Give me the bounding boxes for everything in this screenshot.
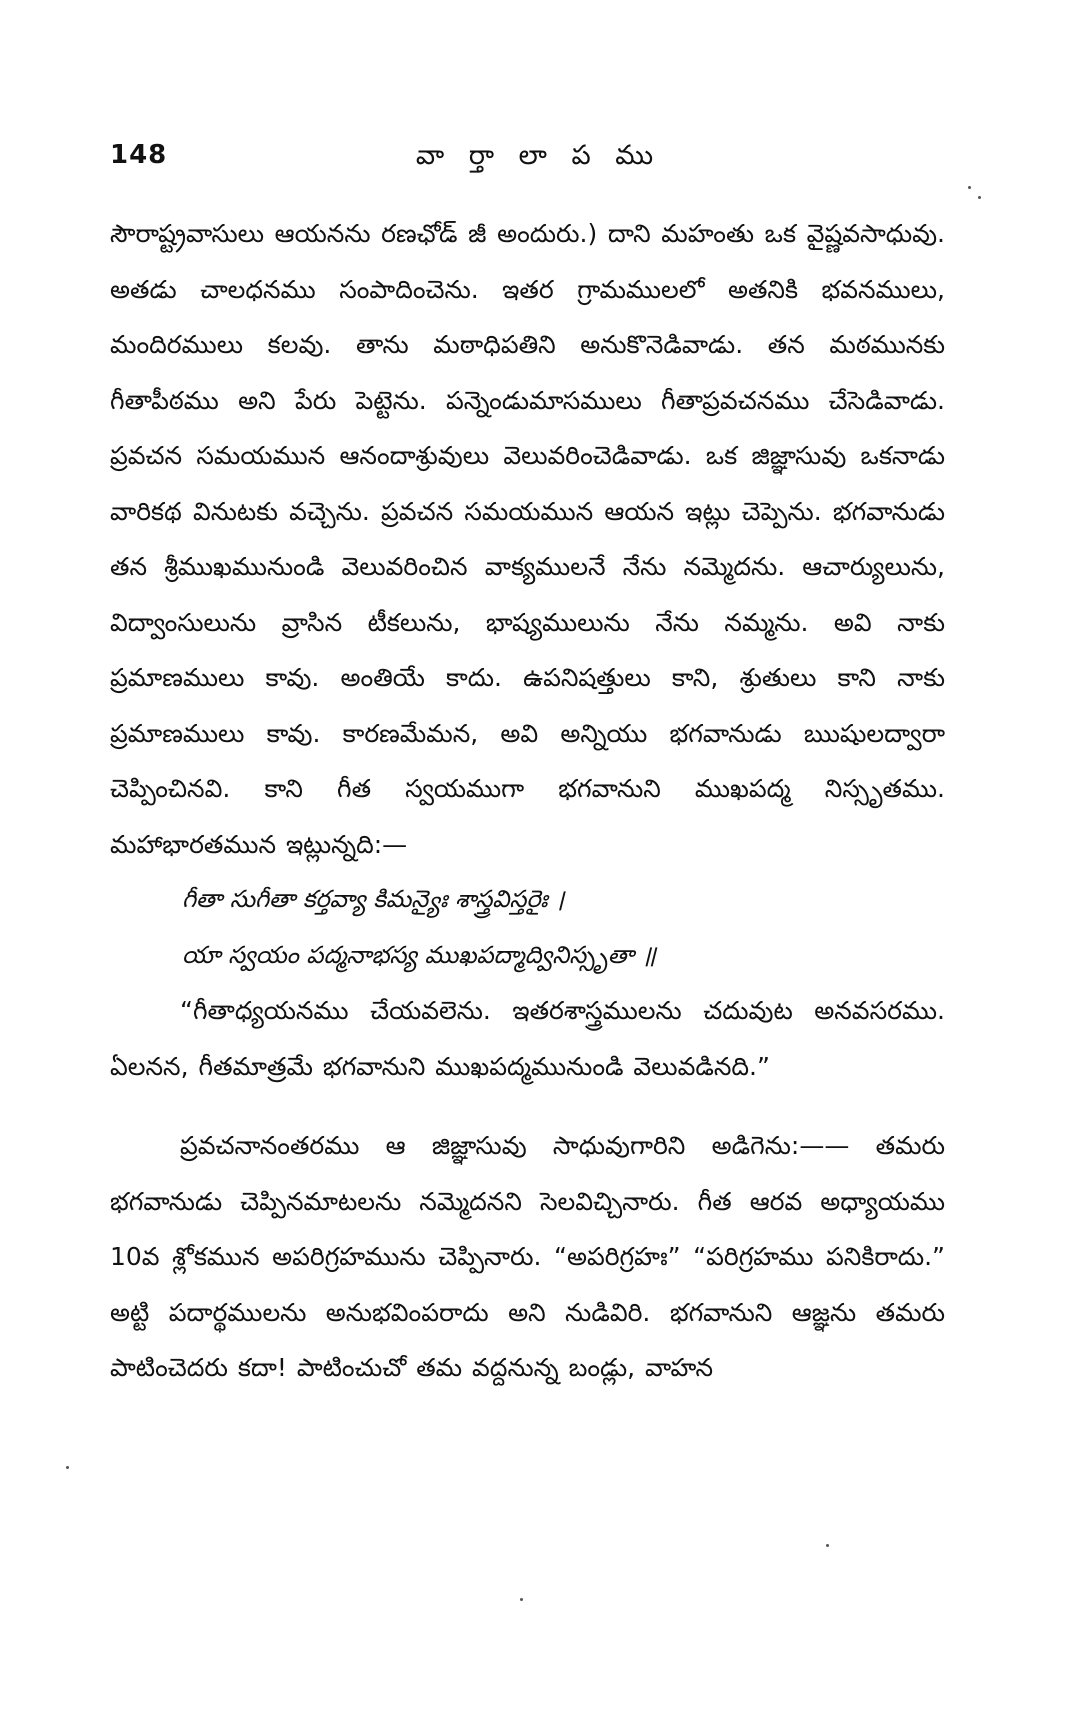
paragraph-gap: [110, 1094, 945, 1118]
scan-speck: [520, 1598, 523, 1601]
verse-translation: “గీతాధ్యయనము చేయవలెను. ఇతరశాస్త్రములను చదువుట అనవసరము. ఏలనన, గీతమాత్రమే భగవానుని ముఖపద్మమునుండి వెలువడినది.”: [110, 996, 945, 1081]
scan-speck: [968, 186, 971, 189]
scan-speck: [66, 1466, 69, 1469]
paragraph: ప్రవచనానంతరము ఆ జిజ్ఞాసువు సాధువుగారిని అడిగెను:—— తమరు భగవానుడు చెప్పినమాటలను నమ్మెదనని సెలవిచ్చినారు. గీత ఆరవ అధ్యాయము 10వ శ్లోకమున అపరిగ్రహమును చెప్పినారు. “అపరిగ్రహః” “పరిగ్రహము పనికిరాదు.” అట్టి పదార్థములను అనుభవింపరాదు అని నుడివిరి. భగవానుని ఆజ్ఞను తమరు పాటించెదరు కదా! పాటించుచో తమ వద్దనున్న బండ్లు, వాహన: [110, 1131, 945, 1382]
scan-speck: [826, 1544, 829, 1547]
body-text: [110, 206, 945, 1396]
paragraph: సౌరాష్ట్రవాసులు ఆయనను రణఛోడ్ జీ అందురు.) దాని మహంతు ఒక వైష్ణవసాధువు. అతడు చాలధనము సంపాదించెను. ఇతర గ్రామములలో అతనికి భవనములు, మందిరములు కలవు. తాను మఠాధిపతిని అనుకొనెడివాడు. తన మఠమునకు గీతాపీఠము అని పేరు పెట్టెను. పన్నెండుమాసములు గీతాప్రవచనము చేసెడివాడు. ప్రవచన సమయమున ఆనందాశ్రువులు వెలువరించెడివాడు. ఒక జిజ్ఞాసువు ఒకనాడు వారికథ వినుటకు వచ్చెను. ప్రవచన సమయమున ఆయన ఇట్లు చెప్పెను. భగవానుడు తన శ్రీముఖమునుండి వెలువరించిన వాక్యములనే నేను నమ్మెదను. ఆచార్యులును, విద్వాంసులును వ్రాసిన టీకలును, భాష్యములును నేను నమ్మను. అవి నాకు ప్రమాణములు కావు. అంతియే కాదు. ఉపనిషత్తులు కాని, శ్రుతులు కాని నాకు ప్రమాణములు కావు. కారణమేమన, అవి అన్నియు భగవానుడు ఋషులద్వారా చెప్పించినవి. కాని గీత స్వయముగా భగవానుని ముఖపద్మ నిస్సృతము. మహాభారతమున ఇట్లున్నది:—: [110, 219, 945, 859]
page-number: 148: [110, 140, 168, 170]
running-title: వా ర్తా లా ప ము: [415, 140, 662, 171]
scan-speck: [978, 196, 981, 199]
verse-line: గీతా సుగీతా కర్తవ్యా కిమన్యైః శాస్త్రవిస్తరైః ।: [182, 885, 565, 913]
verse-line: యా స్వయం పద్మనాభస్య ముఖపద్మాద్వినిస్సృతా ॥: [182, 940, 657, 969]
